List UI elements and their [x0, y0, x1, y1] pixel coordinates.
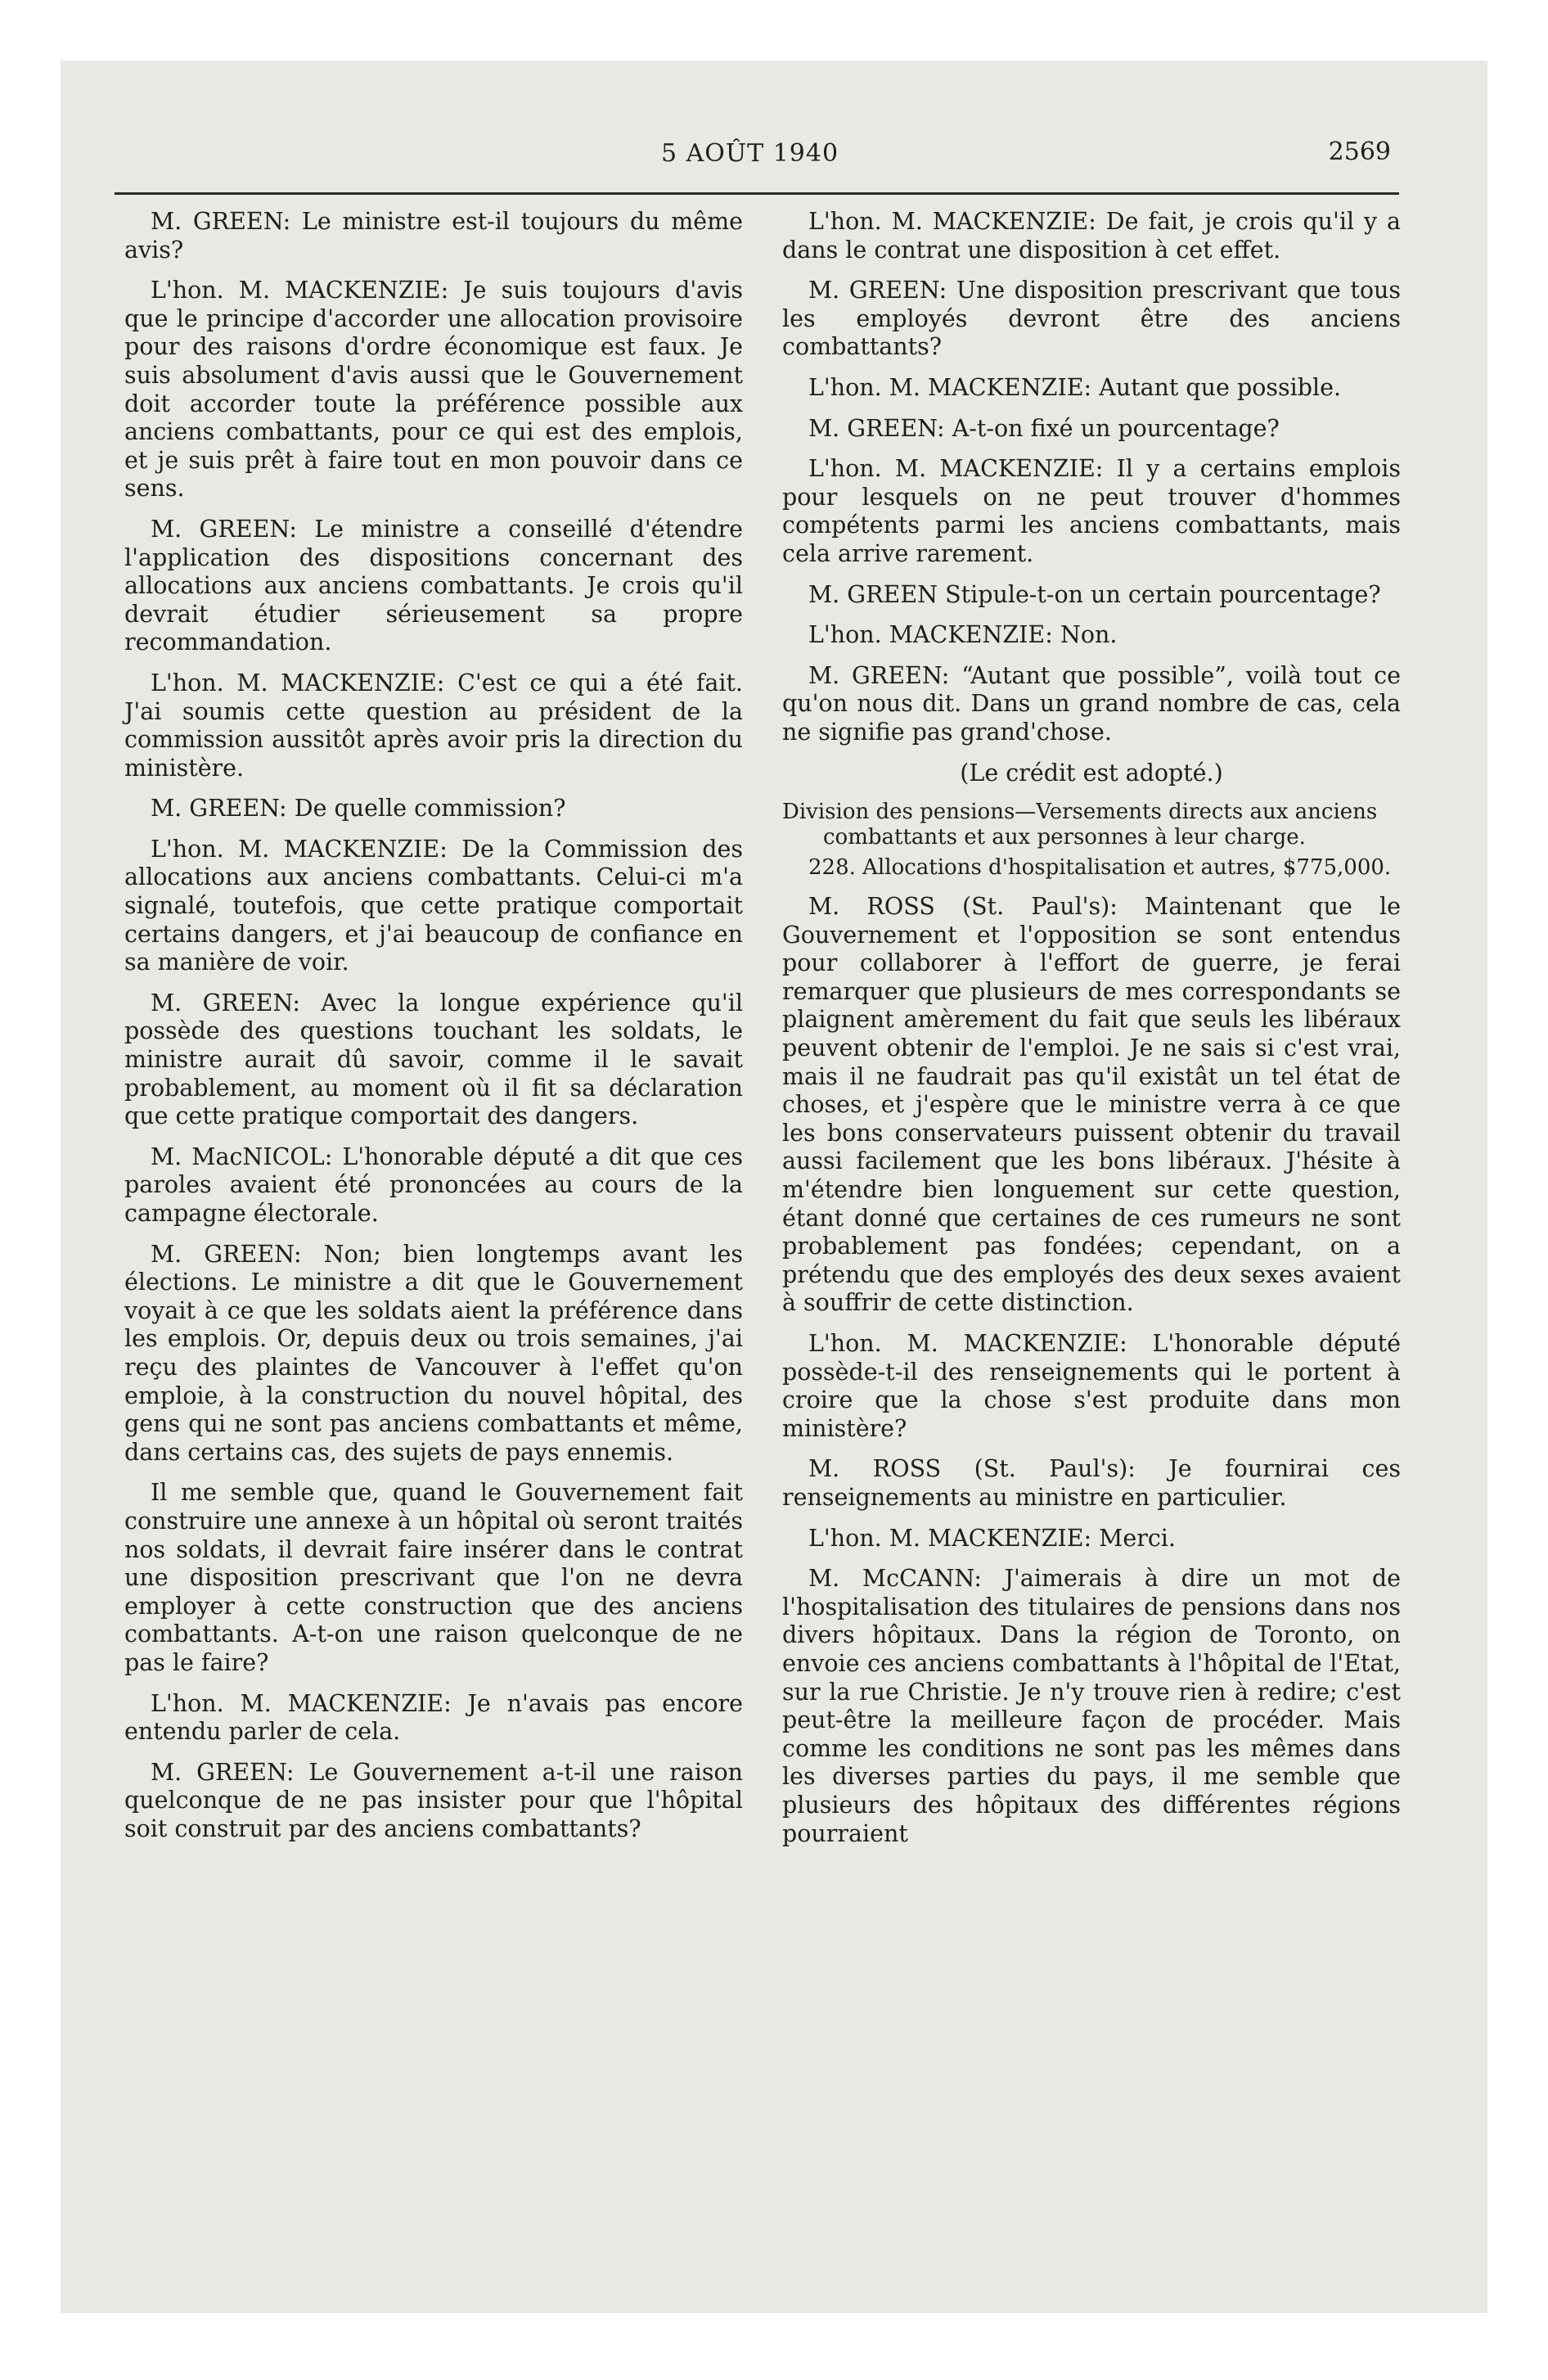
paragraph: L'hon. M. MACKENZIE: Je n'avais pas encore entendu parler de cela.: [124, 1689, 743, 1746]
header-rule: [115, 192, 1399, 195]
paragraph: M. GREEN: A-t-on fixé un pourcentage?: [808, 414, 1280, 442]
paragraph: L'hon. M. MACKENZIE: De fait, je crois qu'il y a dans le contrat une disposition à cet effet.: [782, 208, 1401, 264]
paragraph: M. GREEN: Avec la longue expérience qu'il possède des questions touchant les soldats, le ministre aurait dû savoir, comme il le savait probablement, au moment où il fit sa déclaration que cette pratique comportait des dangers.: [124, 989, 743, 1130]
paragraph: M. GREEN Stipule-t-on un certain pourcentage?: [808, 580, 1381, 608]
header-date: 5 AOÛT 1940: [661, 139, 839, 168]
paragraph: L'hon. M. MACKENZIE: Merci.: [808, 1524, 1176, 1552]
paragraph: M. ROSS (St. Paul's): Je fournirai ces renseignements au ministre en particulier.: [782, 1455, 1401, 1511]
paragraph: L'hon. MACKENZIE: Non.: [808, 621, 1118, 649]
paragraph: M. GREEN: De quelle commission?: [151, 795, 566, 823]
adopted-note: (Le crédit est adopté.): [960, 759, 1223, 787]
paragraph: L'hon. M. MACKENZIE: C'est ce qui a été fait. J'ai soumis cette question au président de la commission aussitôt après avoir pris la direction du ministère.: [124, 669, 743, 782]
paragraph: M. GREEN: Le ministre est-il toujours du même avis?: [124, 208, 743, 264]
paragraph: M. MacNICOL: L'honorable député a dit que ces paroles avaient été prononcées au cours de la campagne électorale.: [124, 1143, 743, 1227]
page-header: [121, 134, 1397, 183]
paragraph: L'hon. M. MACKENZIE: De la Commission des allocations aux anciens combattants. Celui-ci m'a signalé, toutefois, que cette pratique comportait certains dangers, et j'ai beaucoup de confiance en sa manière de voir.: [124, 835, 743, 976]
paragraph: M. GREEN: Une disposition prescrivant que tous les employés devront être des anciens combattants?: [782, 277, 1401, 361]
paragraph: Il me semble que, quand le Gouvernement fait construire une annexe à un hôpital où seront traités nos soldats, il devrait faire insérer dans le contrat une disposition prescrivant que l'on ne devra employer à cette construction que des anciens combattants. A-t-on une raison quelconque de ne pas le faire?: [124, 1479, 743, 1676]
paragraph: M. ROSS (St. Paul's): Maintenant que le Gouvernement et l'opposition se sont entendus pour collaborer à l'effort de guerre, je ferai remarquer que plusieurs de mes correspondants se plaignent amèrement du fait que seuls les libéraux peuvent obtenir de l'emploi. Je ne sais si c'est vrai, mais il ne faudrait pas qu'il existât un tel état de choses, et j'espère que le ministre verra à ce que les bons conservateurs puissent obtenir du travail aussi facilement que les bons libéraux. J'hésite à m'étendre bien longuement sur cette question, étant donné que certaines de ces rumeurs ne sont probablement pas fondées; cependant, on a prétendu que des employés des deux sexes avaient à souffrir de cette distinction.: [782, 893, 1401, 1317]
division-heading: Division des pensions—Versements directs aux anciens combattants et aux personnes à leur charge.: [782, 800, 1378, 850]
paragraph: L'hon. M. MACKENZIE: Autant que possible.: [808, 373, 1342, 401]
left-column: [124, 208, 743, 1855]
paragraph: M. GREEN: “Autant que possible”, voilà tout ce qu'on nous dit. Dans un grand nombre de cas, cela ne signifie pas grand'chose.: [782, 661, 1401, 746]
paragraph: L'hon. M. MACKENZIE: Il y a certains emplois pour lesquels on ne peut trouver d'hommes compétents parmi les anciens combattants, mais cela arrive rarement.: [782, 455, 1401, 567]
paragraph: M. McCANN: J'aimerais à dire un mot de l'hospitalisation des titulaires de pensions dans nos divers hôpitaux. Dans la région de Toronto, on envoie ces anciens combattants à l'hôpital de l'Etat, sur la rue Christie. Je n'y trouve rien à redire; c'est peut-être la meilleure façon de procéder. Mais comme les conditions ne sont pas les mêmes dans les diverses parties du pays, il me semble que plusieurs des hôpitaux des différentes régions pourraient: [782, 1565, 1401, 1847]
paragraph: M. GREEN: Le ministre a conseillé d'étendre l'application des dispositions concernant des allocations aux anciens combattants. Je crois qu'il devrait étudier sérieusement sa propre recommandation.: [124, 515, 743, 656]
vote-item: 228. Allocations d'hospitalisation et autres, $775,000.: [808, 855, 1392, 881]
paragraph: M. GREEN: Le Gouvernement a-t-il une raison quelconque de ne pas insister pour que l'hôpital soit construit par des anciens combattants?: [124, 1758, 743, 1842]
paragraph: L'hon. M. MACKENZIE: L'honorable député possède-t-il des renseignements qui le portent à croire que la chose s'est produite dans mon ministère?: [782, 1330, 1401, 1442]
right-column: [782, 208, 1401, 1860]
paragraph: M. GREEN: Non; bien longtemps avant les élections. Le ministre a dit que le Gouvernement voyait à ce que les soldats aient la préférence dans les emplois. Or, depuis deux ou trois semaines, j'ai reçu des plaintes de Vancouver à l'effet qu'on emploie, à la construction du nouvel hôpital, des gens qui ne sont pas anciens combattants et même, dans certains cas, des sujets de pays ennemis.: [124, 1240, 743, 1466]
page-number: 2569: [1328, 137, 1391, 166]
paragraph: L'hon. M. MACKENZIE: Je suis toujours d'avis que le principe d'accorder une allocation provisoire pour des raisons d'ordre économique est faux. Je suis absolument d'avis aussi que le Gouvernement doit accorder toute la préférence possible aux anciens combattants, pour ce qui est des emplois, et je suis prêt à faire tout en mon pouvoir dans ce sens.: [124, 277, 743, 503]
